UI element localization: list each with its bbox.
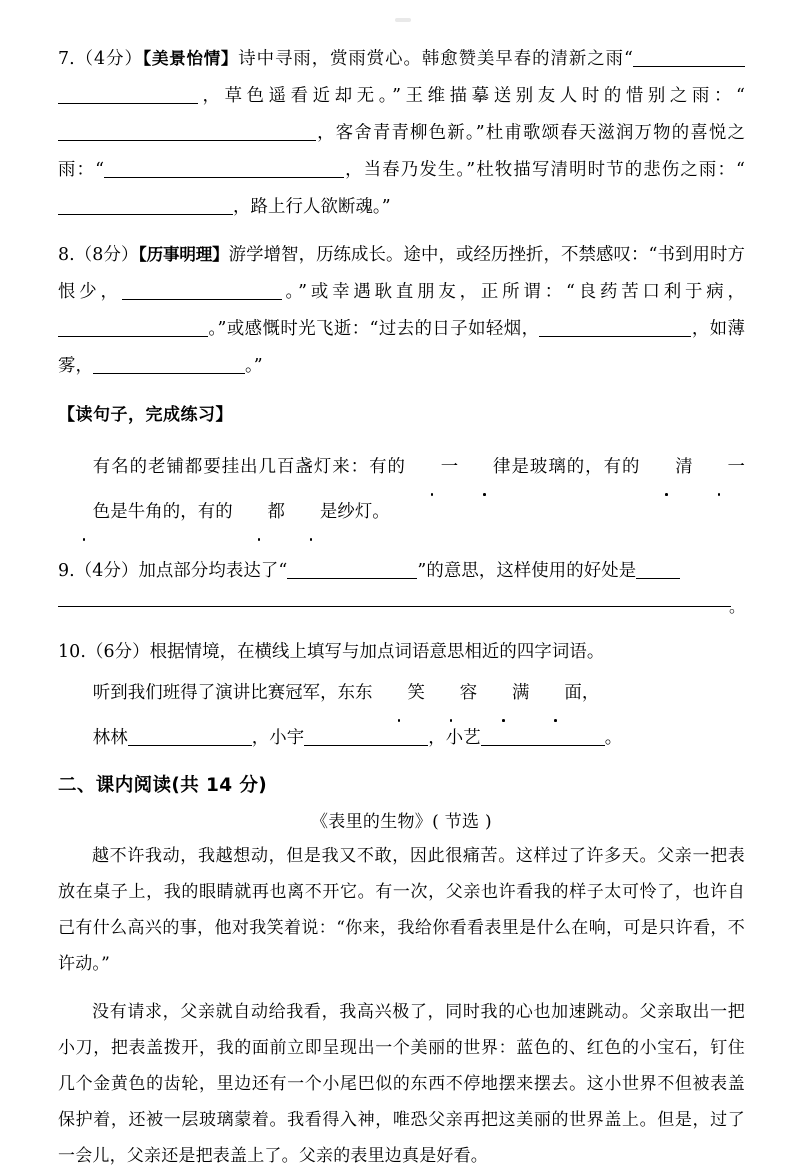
sentence-part-3: 是牛角的，有的 [110, 502, 233, 522]
q8-score: （8分） [74, 245, 139, 265]
q9-text-1: 加点部分均表达了“ [138, 561, 288, 581]
q9-score: （4分） [74, 561, 139, 581]
q7-blank-1b[interactable] [58, 85, 198, 104]
q7-blank-4[interactable] [58, 196, 233, 215]
spacer-after-q7 [58, 226, 745, 236]
q8-text-4: ，如薄雾， [58, 319, 745, 376]
q10-name-2: 小宇 [269, 728, 305, 748]
q9-answer-line[interactable] [58, 606, 731, 607]
q7-blank-1[interactable] [633, 48, 745, 67]
sentence-example [58, 445, 745, 535]
q8-blank-4[interactable] [93, 355, 245, 374]
practice-header: 【读句子，完成练习】 [58, 405, 233, 425]
reading-passage [58, 838, 745, 1174]
article-title: 《表里的生物》( 节选 ) [311, 812, 492, 832]
spacer-after-practice-header [58, 435, 745, 445]
sentence-part-2: 是玻璃的，有的 [510, 457, 641, 477]
emphasis-qingyise: 清 一色 [58, 457, 745, 522]
emphasis-doushi: 都 是 [233, 502, 338, 522]
q10-blank-1[interactable] [128, 727, 252, 746]
question-7 [58, 40, 745, 226]
question-9 [58, 553, 745, 590]
q9-blank-2[interactable] [636, 560, 680, 579]
q7-text-3: ，客舍青青柳色新。”杜甫歌颂春天滋润万物的喜悦之雨：“ [58, 123, 745, 180]
q10-sep-2: ， [428, 728, 446, 748]
q9-blank-1[interactable] [287, 560, 417, 579]
q9-text-2: ”的意思，这样使用的好处是 [417, 561, 637, 581]
q7-blank-3[interactable] [104, 159, 204, 178]
q10-text: 根据情境，在横线上填写与加点词语意思相近的四字词语。 [149, 642, 605, 662]
question-8 [58, 236, 745, 385]
scan-speck [395, 18, 411, 22]
q10-scenario-post: ， [581, 683, 600, 703]
q8-blank-3[interactable] [539, 318, 691, 337]
spacer-after-sentence [58, 535, 745, 553]
q7-blank-3b[interactable] [204, 159, 344, 178]
emphasis-xiaorongmanmian: 笑 容 满 面 [373, 683, 582, 703]
q8-text-2: 。”或幸遇耿直朋友，正所谓：“良药苦口利于病， [281, 282, 745, 302]
q8-blank-2[interactable] [58, 318, 208, 337]
q7-tag: 【美景怡情】 [142, 49, 239, 68]
q8-text-1: 游学增智，历练成长。途中，或经历挫折，不禁感叹：“书到用时方恨少， [58, 245, 745, 302]
spacer-after-q8 [58, 385, 745, 395]
q8-number: 8. [58, 245, 75, 265]
q7-blank-2[interactable] [58, 122, 176, 141]
q10-score: （6分） [85, 642, 150, 662]
q7-blank-2b[interactable] [176, 122, 316, 141]
q10-number: 10. [58, 642, 86, 662]
q7-text-1: 诗中寻雨，赏雨赏心。韩愈赞美早春的清新之雨“ [238, 49, 634, 69]
q10-sep-1: ， [251, 728, 270, 748]
q10-sep-3: 。 [604, 728, 623, 748]
q10-blank-2[interactable] [304, 727, 428, 746]
q8-text-3: 。”或感慨时光飞逝：“过去的日子如轻烟， [208, 319, 540, 339]
spacer-after-q9 [58, 624, 745, 634]
q10-name-1: 林林 [92, 728, 128, 748]
q10-blank-3[interactable] [481, 727, 605, 746]
q7-text-5: ， [233, 197, 251, 217]
q7-number: 7. [58, 49, 75, 69]
passage-paragraph-1: 越不许我动，我越想动，但是我又不敢，因此很痛苦。这样过了许多天。父亲一把表放在桌子上，我的眼睛就再也离不开它。有一次，父亲也许看我的样子太可怜了，也许自己有什么高兴的事，他对我笑着说：“你来，我给你看看表里是什么在响，可是只许看，不许动。” [58, 846, 745, 974]
q7-text-6: 路上行人欲断魂。” [250, 197, 391, 217]
q10-answer-row [58, 716, 745, 761]
passage-paragraph-2: 没有请求，父亲就自动给我看，我高兴极了，同时我的心也加速跳动。父亲取出一把小刀，把表盖拨开，我的面前立即呈现出一个美丽的世界：蓝色的、红色的小宝石，钉住几个金黄色的齿轮，里边还有一个小尾巴似的东西不停地摆来摆去。这小世界不但被表盖保护着，还被一层玻璃蒙着。我看得入神，唯恐父亲再把这美丽的世界盖上。但是，过了一会儿，父亲还是把表盖上了。父亲的表里边真是好看。 [58, 1002, 745, 1166]
spacer-after-section-head [58, 797, 745, 807]
q7-score: （4分） [74, 49, 143, 69]
q9-line-period: 。 [728, 597, 745, 616]
q8-tag: 【历事明理】 [138, 245, 229, 264]
question-10 [58, 634, 745, 671]
q8-text-5: 。” [244, 356, 263, 376]
sentence-part-1: 有名的老铺都要挂出几百盏灯来：有的 [92, 457, 406, 477]
q7-text-2: ，草色遥看近却无。”王维描摹送别友人时的惜别之雨：“ [198, 86, 745, 106]
q10-scenario [58, 671, 745, 716]
section-two-heading: 二、课内阅读(共 14 分) [58, 775, 268, 796]
spacer-after-q10 [58, 761, 745, 771]
q7-text-4: ，当春乃发生。”杜牧描写清明时节的悲伤之雨：“ [344, 160, 745, 180]
q10-scenario-pre: 听到我们班得了演讲比赛冠军，东东 [92, 683, 373, 703]
q9-answer-line-row [58, 590, 745, 624]
sentence-part-4: 纱灯。 [337, 502, 390, 522]
q8-blank-1[interactable] [122, 281, 282, 300]
q9-number: 9. [58, 561, 75, 581]
emphasis-yilv: 一 律 [406, 457, 511, 477]
paragraph-gap [58, 982, 745, 994]
q10-name-3: 小艺 [445, 728, 481, 748]
